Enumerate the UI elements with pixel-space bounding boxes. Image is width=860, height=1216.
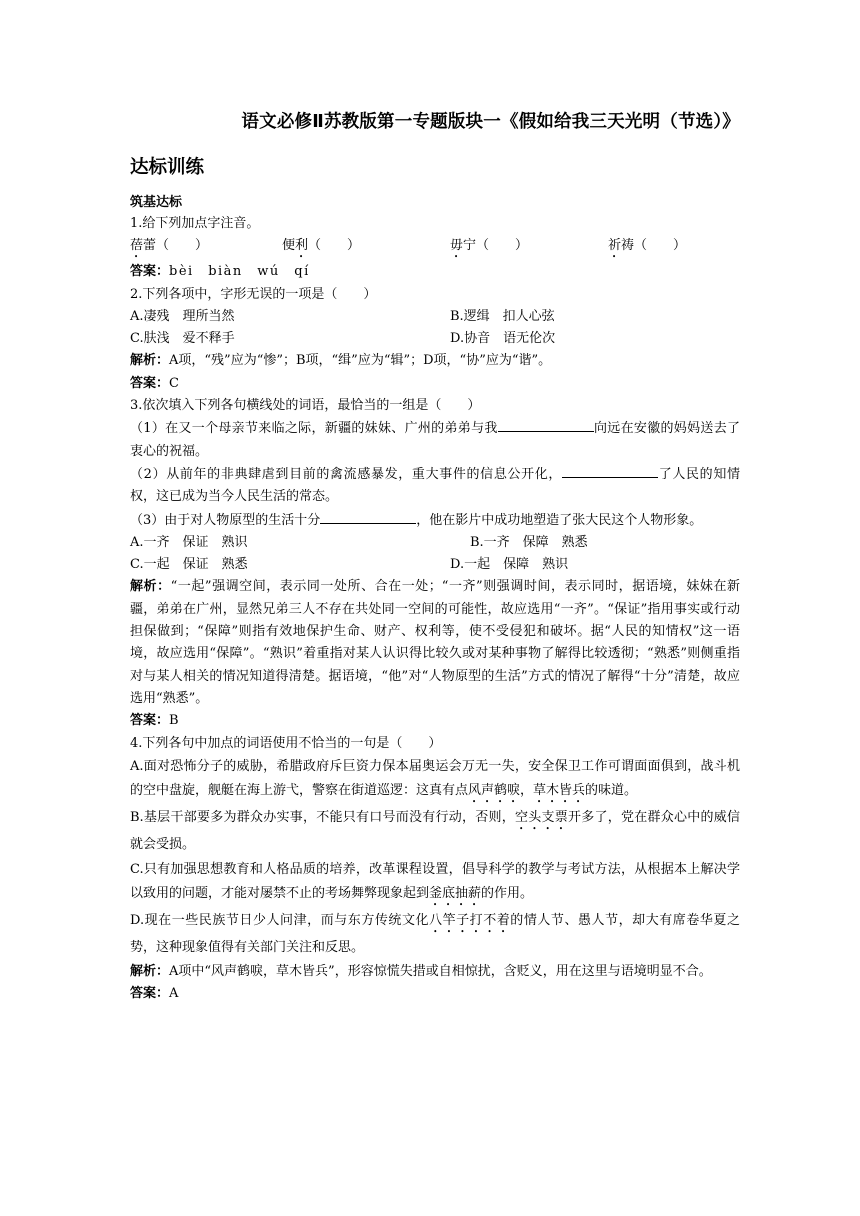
q2-answer: 答案：C xyxy=(130,375,179,391)
q1-item-2: 便利（ ） xyxy=(282,238,361,254)
q2-analysis: 解析：A项，“残”应为“惨”；B项，“缉”应为“辑”；D项，“协”应为“谐”。 xyxy=(130,353,552,369)
q1-stem: 1.给下列加点字注音。 xyxy=(130,216,260,231)
q4-stem: 4.下列各句中加点的词语使用不恰当的一句是（ ） xyxy=(130,735,442,751)
q4-option-c: C.只有加强思想教育和人格品质的培养，改革课程设置，倡导科学的教学与考试方法，从根据本上解决学以致用的问题，才能对屡禁不止的考场舞弊现象起到釜底抽薪的作用。 xyxy=(130,861,740,902)
q2-option-c: C.肤浅 爱不释手 xyxy=(130,331,235,347)
q3-sentence-2: （2）从前年的非典肆虐到目前的禽流感暴发，重大事件的信息公开化， 了人民的知情权，这已成为当今人民生活的常态。 xyxy=(130,463,740,509)
q4-answer: 答案：A xyxy=(130,986,179,1002)
q3-options-row-1 xyxy=(130,532,740,554)
q3-sentence-3: （3）由于对人物原型的生活十分 ，他在影片中成功地塑造了张大民这个人物形象。 xyxy=(130,509,740,532)
document-page xyxy=(130,108,740,1005)
q4-option-b: B.基层干部要多为群众办实事，不能只有口号而没有行动，否则，空头支票开多了，党在群众心中的威信就会受损。 xyxy=(130,810,740,853)
q2-option-b: B.逻缉 扣人心弦 xyxy=(450,308,555,324)
q3-blank-2 xyxy=(562,463,658,478)
q1-item-1: 蓓蕾（ ） xyxy=(130,238,209,254)
q3-answer: 答案：B xyxy=(130,713,179,729)
q2-stem: 2.下列各项中，字形无误的一项是（ ） xyxy=(130,286,377,302)
q3-options-row-2 xyxy=(130,554,740,576)
document-title: 语文必修Ⅱ苏教版第一专题版块一《假如给我三天光明（节选）》 xyxy=(241,112,740,132)
q4-analysis: 解析：A项中“风声鹤唳，草木皆兵”，形容惊慌失措或自相惊扰，含贬义，用在这里与语境明显不合。 xyxy=(130,963,712,979)
q3-analysis: 解析：“一起”强调空间，表示同一处所、合在一处；“一齐”则强调时间，表示同时，据语境，妹妹在新疆，弟弟在广州，显然兄弟三人不存在共处同一空间的可能性，故应选用“一齐”。“保证”指用事实或行动担保做到；“保障”则指有效地保护生命、财产、权利等，使不受侵犯和破坏。据“人民的知情权”这一语境，故应选用“保障”。“熟识”着重指对某人认识得比较久或对某种事物了解得比较透彻；“熟悉”则侧重指对与某人相关的情况知道得清楚。据语境，“他”对“人物原型的生活”方式的情况了解得“十分”清楚，故应选用“熟悉”。 xyxy=(130,579,740,706)
q3-option-d: D.一起 保障 熟识 xyxy=(450,557,569,573)
q1-answer: 答案：bèi biàn wú qí xyxy=(130,264,310,280)
q3-blank-3 xyxy=(320,509,416,524)
q3-sentence-1: （1）在又一个母亲节来临之际，新疆的妹妹、广州的弟弟与我 向远在安徽的妈妈送去了衷心的祝福。 xyxy=(130,417,740,463)
q1-item-4: 祈祷（ ） xyxy=(608,238,687,254)
q3-stem: 3.依次填入下列各句横线处的词语，最恰当的一组是（ ） xyxy=(130,398,481,414)
q2-options-row-2 xyxy=(130,328,740,350)
q3-option-a: A.一齐 保证 熟识 xyxy=(130,534,248,550)
subsection-title: 筑基达标 xyxy=(130,195,183,210)
q3-option-b: B.一齐 保障 熟悉 xyxy=(470,534,588,550)
q2-option-a: A.凄残 理所当然 xyxy=(130,308,235,324)
q2-option-d: D.协音 语无伦次 xyxy=(450,331,556,347)
q1-item-3: 毋宁（ ） xyxy=(450,238,529,254)
q3-blank-1 xyxy=(498,417,594,432)
q3-option-c: C.一起 保证 熟悉 xyxy=(130,557,248,573)
section-title: 达标训练 xyxy=(130,157,205,178)
q4-option-a: A.面对恐怖分子的威胁，希腊政府斥巨资力保本届奥运会万无一失，安全保卫工作可谓面面俱到，战斗机的空中盘旋，舰艇在海上游弋，警察在街道巡逻：这真有点风声鹤唳，草木皆兵的味道。 xyxy=(130,758,740,799)
q2-options-row-1 xyxy=(130,306,740,328)
q1-items xyxy=(130,235,740,261)
q4-option-d: D.现在一些民族节日少人问津，而与东方传统文化八竿子打不着的情人节、愚人节，却大有席卷华夏之势，这种现象值得有关部门关注和反思。 xyxy=(130,913,740,956)
